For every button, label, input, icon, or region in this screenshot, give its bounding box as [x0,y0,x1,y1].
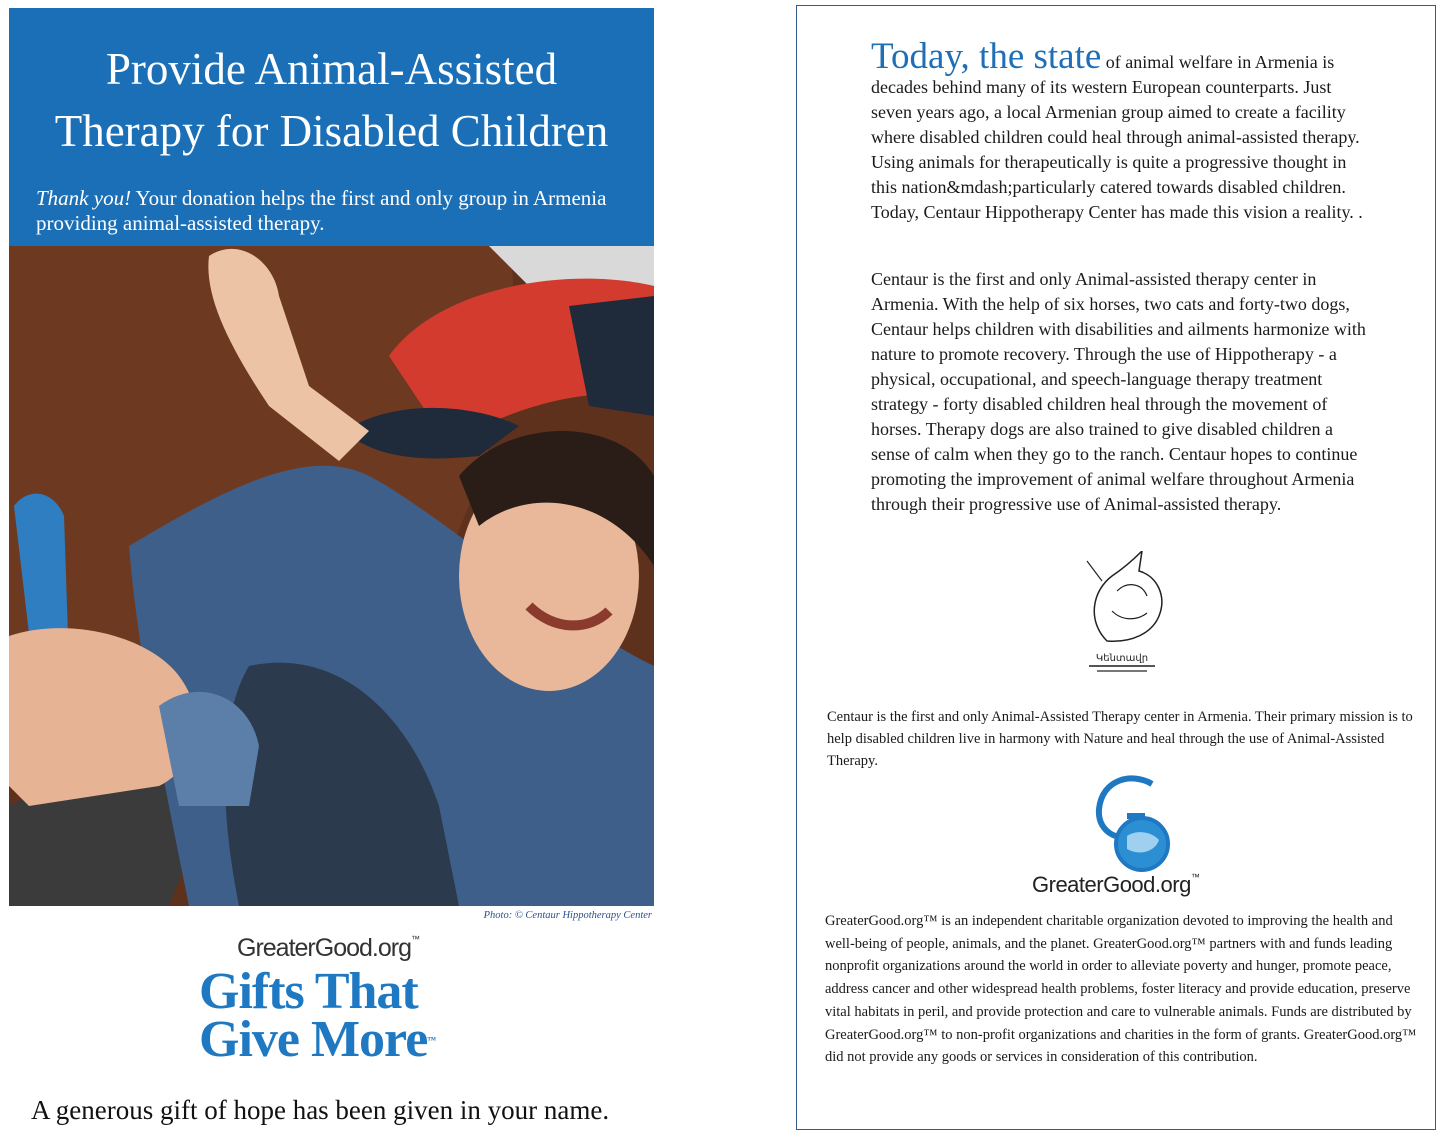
centaur-logo-text: Կենտավր [1095,653,1149,664]
title-line-1: Provide Animal-Assisted [105,44,558,94]
intro-body: Your donation helps the first and only group in Armenia providing animal-assisted therapy. [36,186,607,235]
centaur-description: Centaur is the first and only Animal-Assisted Therapy center in Armenia. Their primary mission is to help disabled children live in harmony with Nature and heal through the use of Animal-Assisted Therapy. [827,709,1413,769]
centaur-logo [1067,551,1177,676]
welfare-paragraph: Today, the state of animal welfare in Armenia is decades behind many of its western European counterparts. Just seven years ago, a local Armenian group aimed to create a facility where disabled children could heal through animal-assisted therapy. Using animals for therapeutically is quite a progressive thought in this nation&mdash;particularly catered towards disabled children. Today, Centaur Hippotherapy Center has made this vision a reality. . [871,36,1363,222]
photo-credit: Photo: © Centaur Hippotherapy Center [483,910,652,921]
intro-text [36,186,636,236]
greatergood-logo [1027,774,1227,904]
certificate-left-panel [9,8,654,1133]
title-line-2: Therapy for Disabled Children [54,106,609,156]
tagline-text: Gifts That Give More™ [199,963,436,1068]
page-title [9,38,654,162]
thank-you-text: Thank you! [36,186,132,210]
greatergood-logo-text: GreaterGood.org™ [1032,872,1200,897]
greatergood-brand-text: GreaterGood.org™ [237,934,419,962]
title-banner [9,8,654,246]
greatergood-description: GreaterGood.org™ is an independent charitable organization devoted to improving the health and well-being of people, animals, and the planet. GreaterGood.org™ partners with and funds leading nonprofit organizations around the world in order to alleviate poverty and hunger, promote peace, address cancer and other widespread health problems, foster literacy and provide education, preserve vital habitats in peril, and provide protection and care to vulnerable animals. Funds are distributed by GreaterGood.org™ to non-profit organizations and charities in the form of grants. GreaterGood.org™ did not provide any goods or services in consideration of this contribution. [825,913,1417,1066]
gifts-that-give-more-logo [191,930,481,1080]
centaur-paragraph: Centaur is the first and only Animal-assisted therapy center in Armenia. With the help of six horses, two cats and forty-two dogs, Centaur helps children with disabilities and ailments harmonize with nature to promote recovery. Through the use of Hippotherapy - a physical, occupational, and speech-language therapy treatment strategy - forty disabled children heal through the movement of horses. Therapy dogs are also trained to give disabled children a sense of calm when they go to the ranch. Centaur hopes to continue promoting the improvement of animal welfare throughout Armenia through their progressive use of Animal-assisted therapy. [871,269,1366,514]
gift-message: A generous gift of hope has been given in your name. [31,1095,610,1125]
drop-cap-heading: Today, the state [871,36,1102,77]
certificate-right-panel [796,5,1436,1130]
child-with-horse-photo [9,246,654,906]
